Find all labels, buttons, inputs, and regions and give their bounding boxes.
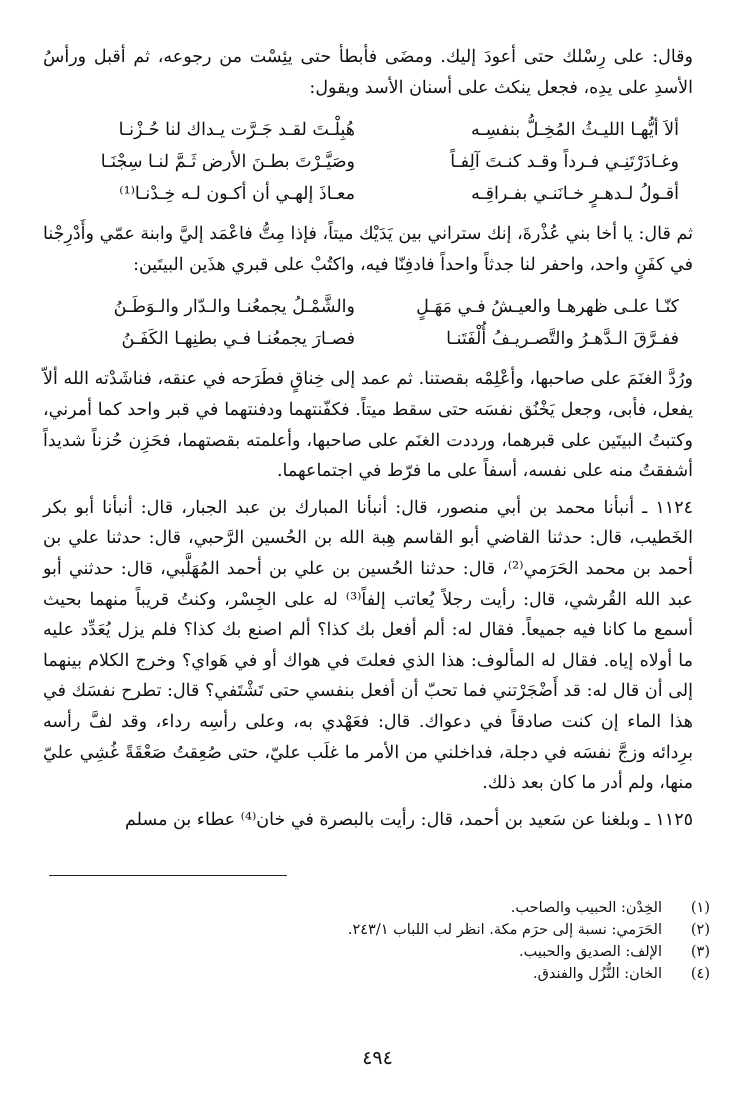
footnote-2 [50,919,710,941]
footnotes [50,897,710,985]
footnote-4-number: (٤) [690,966,710,982]
page-number: ٤٩٤ [362,1047,393,1069]
footnote-3-text: الإلف: الصديق والحبيب. [519,944,662,960]
poem1-verse3-second: معـاذَ إلهـي أن أكـون لـه خِـدْنـا⁽¹⁾ [119,184,355,205]
poem2-verse2-second: فصـارَ يجمعُنـا فـي بطنِهـا الكَفَـنُ [121,329,355,350]
footnote-2-number: (٢) [690,922,710,938]
paragraph-intro: وقال: على رِسْلك حتى أعودَ إليك. ومضَى فأبطأ حتى يئِسْت من رجوعه، ثم أقبل ورأسُ الأسدِ على يدِه، فجعل ينكث على أسنان الأسد ويقول: [43,47,693,98]
poem2-verse1-first: كنّـا علـى ظهرهـا والعيـشُ فـي مَهَـلٍ [416,297,679,318]
footnote-2-text: الحَرَمي: نسبة إلى حرَم مكة. انظر لب اللباب ٢٤٣/١. [347,922,662,938]
paragraph-request: ثم قال: يا أخا بني عُذْرةَ، إنك ستراني بين يَدَيْك ميتاً، فإذا مِتُّ فاعْمَد إليَّ وابنة عمّي وأَدْرِجْنا في كفَنٍ واحد، واحفر لنا جدثاً واحداً فادفِنّا فيه، واكتُبْ على قبري هذَين البيتَين: [43,224,693,275]
poem1-verse2-second: وصَيَّـرْتَ بطـنَ الأرض ثَـمَّ لنـا سِجْنَـا [100,152,355,173]
poem-lament [43,115,693,209]
footnote-1-number: (١) [690,900,710,916]
paragraph-1125: ١١٢٥ ـ وبلغنا عن سَعيد بن أحمد، قال: رأيت بالبصرة في خان⁽⁴⁾ عطاء بن مسلم [125,809,693,830]
footnote-1-text: الخِدْن: الحبيب والصاحب. [510,900,662,916]
footnote-1 [50,897,710,919]
poem1-verse3-first: أقـولُ لـدهـرٍ خـانَنـي بفـراقِـه [471,184,679,205]
poem1-verse1-first: ألاَ أيُّهـا الليـثُ المُخِـلُّ بنفسِـه [470,120,679,141]
poem-epitaph [43,292,693,354]
poem1-verse1-second: هُبِلْـتَ لقـد جَـرَّت يـداك لنا حُـزْنـا [118,120,355,141]
footnote-3-number: (٣) [690,944,710,960]
poem2-verse2-first: ففـرَّقَ الـدَّهـرُ والتَّصـريـفُ أُلْفَتَنـا [446,329,679,350]
paragraph-burial: ورُدَّ الغنَمَ على صاحبها، وأعْلِمْه بقصتنا. ثم عمد إلى خِناقٍ فطَرَحه في عنقه، فناشَدْته الله ألاّ يفعل، فأبى، وجعل يَخْنُق نفسَه حتى سقط ميتاً. فكفّنتهما ودفنتهما في قبر واحد كما أمرني، وكتبتُ البيتَين على قبرهما، ورددت الغنَم على صاحبها، وأعلمته بقصتهما، فحَزِن حُزناً شديداً أشفقتُ منه على نفسه، أسفاً على ما فرّط في اجتماعهما. [43,369,693,482]
main-text [43,42,693,835]
footnote-3 [50,941,710,963]
poem1-verse2-first: وغـادَرْتَنِـي فـرداً وقـد كنـتَ آلِفـاً [450,152,679,173]
footnote-4 [50,963,710,985]
paragraph-1124: ١١٢٤ ـ أنبأنا محمد بن أبي منصور، قال: أنبأنا المبارك بن عبد الجبار، قال: أنبأنا أبو بكر الخَطيب، قال: حدثنا القاضي أبو القاسم هِبة الله بن الحُسين الرَّحبي، قال: حدثنا علي بن أحمد بن محمد الحَرَمي⁽²⁾، قال: حدثنا الحُسين بن علي بن أحمد المُهَلَّبي، قال: حدثني أبو عبد الله القُرشي، قال: رأيت رجلاً يُعاتب إلفاً⁽³⁾ له على الجِسْر، وكنتُ قريباً منهما بحيث أسمع ما كانا فيه جميعاً. فقال له: ألم أفعل بك كذا؟ ألم اصنع بك كذا؟ فلم يزل يُعَدِّد عليه ما أولاه إياه. فقال له المألوف: هذا الذي فعلتَ في هواك أو في هَواي؟ وخرج الكلام بينهما إلى أن قال له: قد أَضْجَرْتني فما تحبّ أن أفعل بنفسي حتى تَشْتَفي؟ قال: تطرح نفسَك في هذا الماء إن كنت صادقاً في دعواك. قال: فعَهْدي به، وعلى رأسِه رداء، وقد لفَّ رأسه برِدائه وزجَّ نفسَه في دجلة، فداخلني من الأمر ما غلَب عليّ، حتى صُعِقتُ صَعْقَةً غُشِي عليّ منها، ولم أدر ما كان بعد ذلك. [43,497,693,794]
poem2-verse1-second: والشَّمْـلُ يجمعُنـا والـدّار والـوَطَـنُ [113,297,355,318]
footnote-4-text: الخان: النُّزُل والفندق. [533,966,662,982]
footnote-divider [49,875,287,876]
